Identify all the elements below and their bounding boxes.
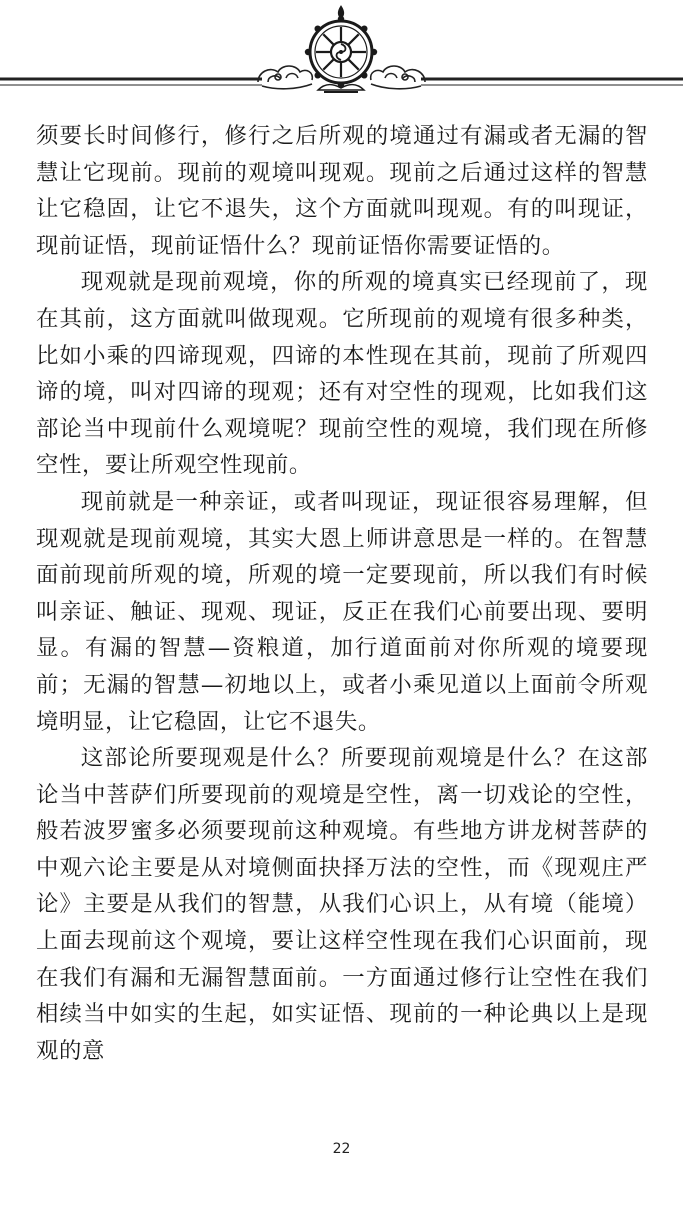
auspicious-cloud-icon [258,66,312,89]
body-paragraph: 现观就是现前观境，你的所观的境真实已经现前了，现在其前，这方面就叫做现观。它所现前的观境有很多种类，比如小乘的四谛现观，四谛的本性现在其前，现前了所观四谛的境，叫对四谛的现观；还有对空性的现观，比如我们这部论当中现前什么观境呢？现前空性的观境，我们现在所修空性，要让所观空性现前。 [36,269,648,479]
header-ornament [0,0,683,100]
body-paragraph: 须要长时间修行，修行之后所观的境通过有漏或者无漏的智慧让它现前。现前的观境叫现观。现前之后通过这样的智慧让它稳固，让它不退失，这个方面就叫现观。有的叫现证，现前证悟，现前证悟什么？现前证悟你需要证悟的。 [36,123,648,259]
header-rule-right [421,79,683,85]
dharma-wheel-icon [305,6,377,92]
page-number: 22 [332,1141,351,1157]
auspicious-cloud-icon [371,66,425,89]
body-paragraph: 现前就是一种亲证，或者叫现证，现证很容易理解，但现观就是现前观境，其实大恩上师讲意思是一样的。在智慧面前现前所观的境，所观的境一定要现前，所以我们有时候叫亲证、触证、现观、现证，反正在我们心前要出现、要明显。有漏的智慧—资粮道，加行道面前对你所观的境要现前；无漏的智慧—初地以上，或者小乘见道以上面前令所观境明显，让它稳固，让它不退失。 [36,488,648,735]
page-header [0,0,683,100]
header-rule-left [0,79,262,85]
page-body [36,118,648,1069]
body-paragraph: 这部论所要现观是什么？所要现前观境是什么？在这部论当中菩萨们所要现前的观境是空性，离一切戏论的空性，般若波罗蜜多必须要现前这种观境。有些地方讲龙树菩萨的中观六论主要是从对境侧面抉择万法的空性，而《现观庄严论》主要是从我们的智慧，从我们心识上，从有境（能境）上面去现前这个观境，要让这样空性现在我们心识面前，现在我们有漏和无漏智慧面前。一方面通过修行让空性在我们相续当中如实的生起，如实证悟、现前的一种论典以上是现观的意 [36,745,648,1064]
